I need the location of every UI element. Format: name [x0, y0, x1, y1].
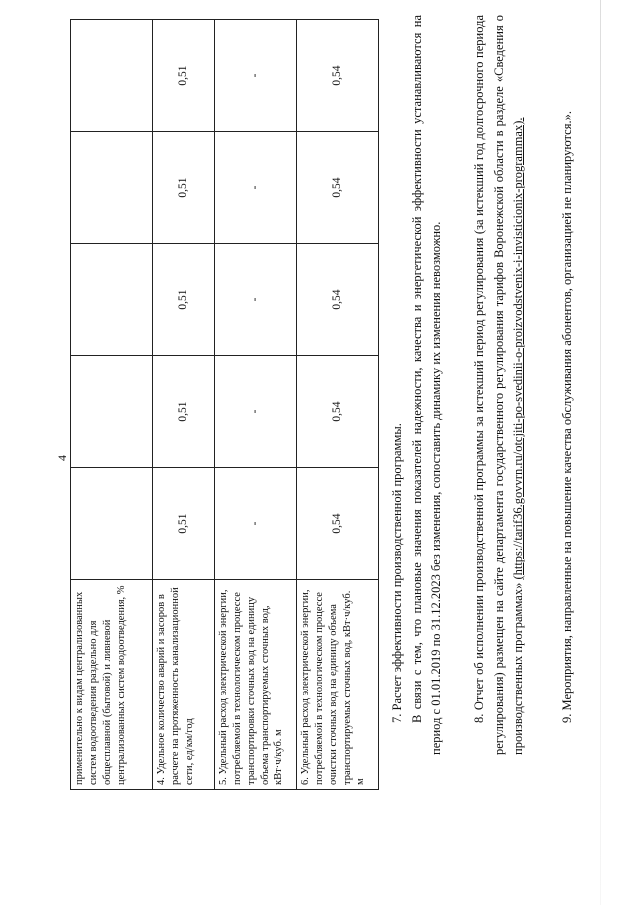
value-cell: - — [215, 356, 297, 468]
value-cell — [71, 20, 153, 132]
section-9 — [558, 15, 578, 755]
section-7-body: В связи с тем, что плановые значения показателей надежности, качества и энергетической эффективности устанавливаются на период с 01.01.2019 по 31.12.2023 без изменения, сопоставить динамику их изменения невозможно. — [409, 15, 443, 755]
value-cell — [71, 244, 153, 356]
indicators-table — [70, 19, 379, 790]
value-cell: 0,51 — [153, 468, 215, 580]
value-cell: 0,51 — [153, 244, 215, 356]
value-cell: - — [215, 20, 297, 132]
value-cell — [71, 356, 153, 468]
value-cell — [71, 468, 153, 580]
table-row — [215, 20, 297, 790]
row-label: 4. Удельное количество аварий и засоров в расчете на протяженность канализационной сети, ед/км/год — [153, 580, 215, 790]
value-cell — [71, 132, 153, 244]
section-7-heading: 7. Расчет эффективности производственной программы. — [390, 423, 404, 723]
table-row — [153, 20, 215, 790]
value-cell: 0,54 — [297, 20, 379, 132]
value-cell: 0,51 — [153, 132, 215, 244]
value-cell: 0,51 — [153, 356, 215, 468]
table-row — [71, 20, 153, 790]
section-8 — [470, 15, 529, 755]
row-label: применительно к видам централизованных систем водоотведения раздельно для общесплавной (бытовой) и ливневой централизованных систем водоотведения, % — [71, 580, 153, 790]
value-cell: 0,54 — [297, 244, 379, 356]
report-link[interactable]: (https://tarif36.govvrn.ru/otcjiti-po-svedinii-o-proizvodstvenix-i-invisticionix-programmax). — [511, 117, 525, 580]
value-cell: - — [215, 132, 297, 244]
value-cell: - — [215, 244, 297, 356]
section-7 — [388, 15, 447, 755]
row-label: 6. Удельный расход электрической энергии, потребляемой в технологическом процессе очистки сточных вод на единицу объема транспортируемых сточных вод, кВт·ч/куб. м — [297, 580, 379, 790]
row-label: 5. Удельный расход электрической энергии, потребляемой в технологическом процессе транспортировки сточных вод на единицу объема транспортируемых сточных вод, кВт·ч/куб. м — [215, 580, 297, 790]
section-9-body: 9. Мероприятия, направленные на повышение качества обслуживания абонентов, организацией не планируются.». — [560, 111, 574, 723]
value-cell: 0,54 — [297, 132, 379, 244]
value-cell: 0,51 — [153, 20, 215, 132]
section-8-paragraph — [470, 15, 529, 755]
section-8-body: 8. Отчет об исполнении производственной программы за истекший период регулирования (за истекший год долгосрочного периода регулирования) размещен на сайте департамента государственного регулирования тарифов Воронежской области в разделе «Сведения о производственных программах» — [472, 15, 525, 755]
value-cell: - — [215, 468, 297, 580]
value-cell: 0,54 — [297, 356, 379, 468]
page-number: 4 — [55, 455, 69, 461]
value-cell: 0,54 — [297, 468, 379, 580]
table-row — [297, 20, 379, 790]
